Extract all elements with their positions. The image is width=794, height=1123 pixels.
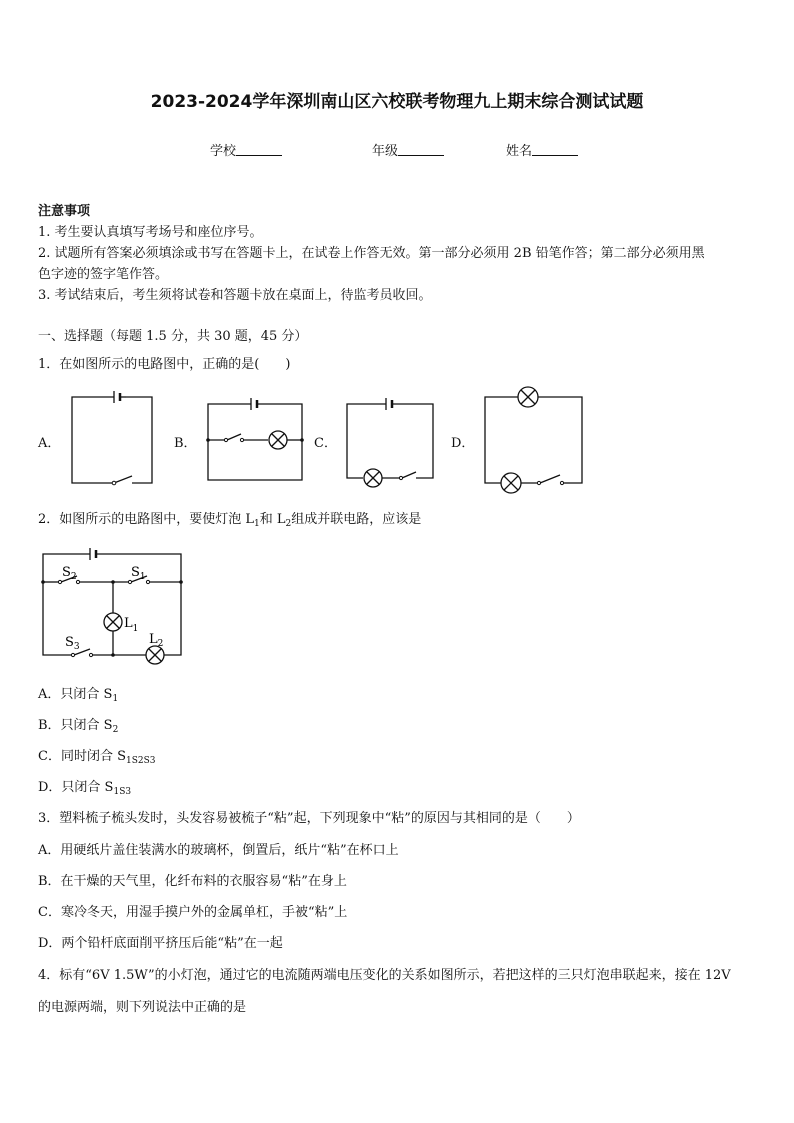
note-item: 3. 考试结束后，考生须将试卷和答题卡放在桌面上，待监考员收回。 xyxy=(38,288,432,303)
q1-option-a-label: A． xyxy=(38,436,61,451)
name-field xyxy=(506,140,578,159)
grade-field xyxy=(372,140,444,159)
q2-option-b[interactable]: B．只闭合 $S_2$ xyxy=(38,718,119,735)
q2-option-d[interactable]: D．只闭合 $S_{1S3}$ xyxy=(38,780,132,797)
name-blank[interactable] xyxy=(532,143,578,156)
q1-option-b-label: B． xyxy=(174,436,197,451)
q1-circuit-b xyxy=(205,394,305,482)
q1-circuit-d xyxy=(482,384,586,496)
q1-circuit-c xyxy=(344,394,436,490)
q2-circuit xyxy=(40,545,186,667)
grade-blank[interactable] xyxy=(398,143,444,156)
q3-option-d[interactable]: D．两个铅杆底面削平挤压后能“粘”在一起 xyxy=(38,936,283,951)
l1-label: $L_1$ xyxy=(124,616,139,634)
q1-option-c-label: C． xyxy=(314,436,337,451)
school-blank[interactable] xyxy=(236,143,282,156)
q1-circuit-a xyxy=(68,388,156,488)
s1-label: $S_1$ xyxy=(131,565,146,582)
l2-label: $L_2$ xyxy=(149,632,164,649)
q1-option-d-label: D． xyxy=(451,436,475,451)
q4-stem-line1: 4．标有“6V 1.5W”的小灯泡，通过它的电流随两端电压变化的关系如图所示，若把这样的三只灯泡串联起来，接在 12V xyxy=(38,968,731,983)
s2-label: $S_2$ xyxy=(62,565,77,582)
q3-option-b[interactable]: B．在干燥的天气里，化纤布料的衣服容易“粘”在身上 xyxy=(38,874,347,889)
school-field xyxy=(210,140,282,159)
q2-option-c[interactable]: C．同时闭合 $S_{1S2S3}$ xyxy=(38,749,156,766)
q3-option-c[interactable]: C．寒冷冬天，用湿手摸户外的金属单杠，手被“粘”上 xyxy=(38,905,348,920)
q3-option-a[interactable]: A．用硬纸片盖住装满水的玻璃杯，倒置后，纸片“粘”在杯口上 xyxy=(38,843,399,858)
note-item: 1. 考生要认真填写考场号和座位序号。 xyxy=(38,225,263,240)
grade-label: 年级 xyxy=(372,144,399,159)
s3-label: $S_3$ xyxy=(65,635,80,652)
notes-heading: 注意事项 xyxy=(38,204,91,219)
section-heading: 一、选择题（每题 1.5 分，共 30 题，45 分） xyxy=(38,329,308,344)
q2-option-a[interactable]: A．只闭合 $S_1$ xyxy=(38,687,119,704)
note-item: 2. 试题所有答案必须填涂或书写在答题卡上，在试卷上作答无效。第一部分必须用 2B 铅笔作答；第二部分必须用黑 xyxy=(38,246,705,261)
name-label: 姓名 xyxy=(506,144,533,159)
page-title: 2023-2024学年深圳南山区六校联考物理九上期末综合测试试题 xyxy=(150,92,644,112)
q1-stem: 1．在如图所示的电路图中，正确的是( ) xyxy=(38,357,291,372)
school-label: 学校 xyxy=(210,144,237,159)
q3-stem: 3．塑料梳子梳头发时，头发容易被梳子“粘”起，下列现象中“粘”的原因与其相同的是（ ） xyxy=(38,811,580,826)
q2-stem: 2．如图所示的电路图中，要使灯泡 $L_1$和 $L_2$组成并联电路，应该是 xyxy=(38,512,422,529)
note-item: 色字迹的签字笔作答。 xyxy=(38,267,169,282)
q4-stem-line2: 的电源两端，则下列说法中正确的是 xyxy=(38,1000,247,1015)
